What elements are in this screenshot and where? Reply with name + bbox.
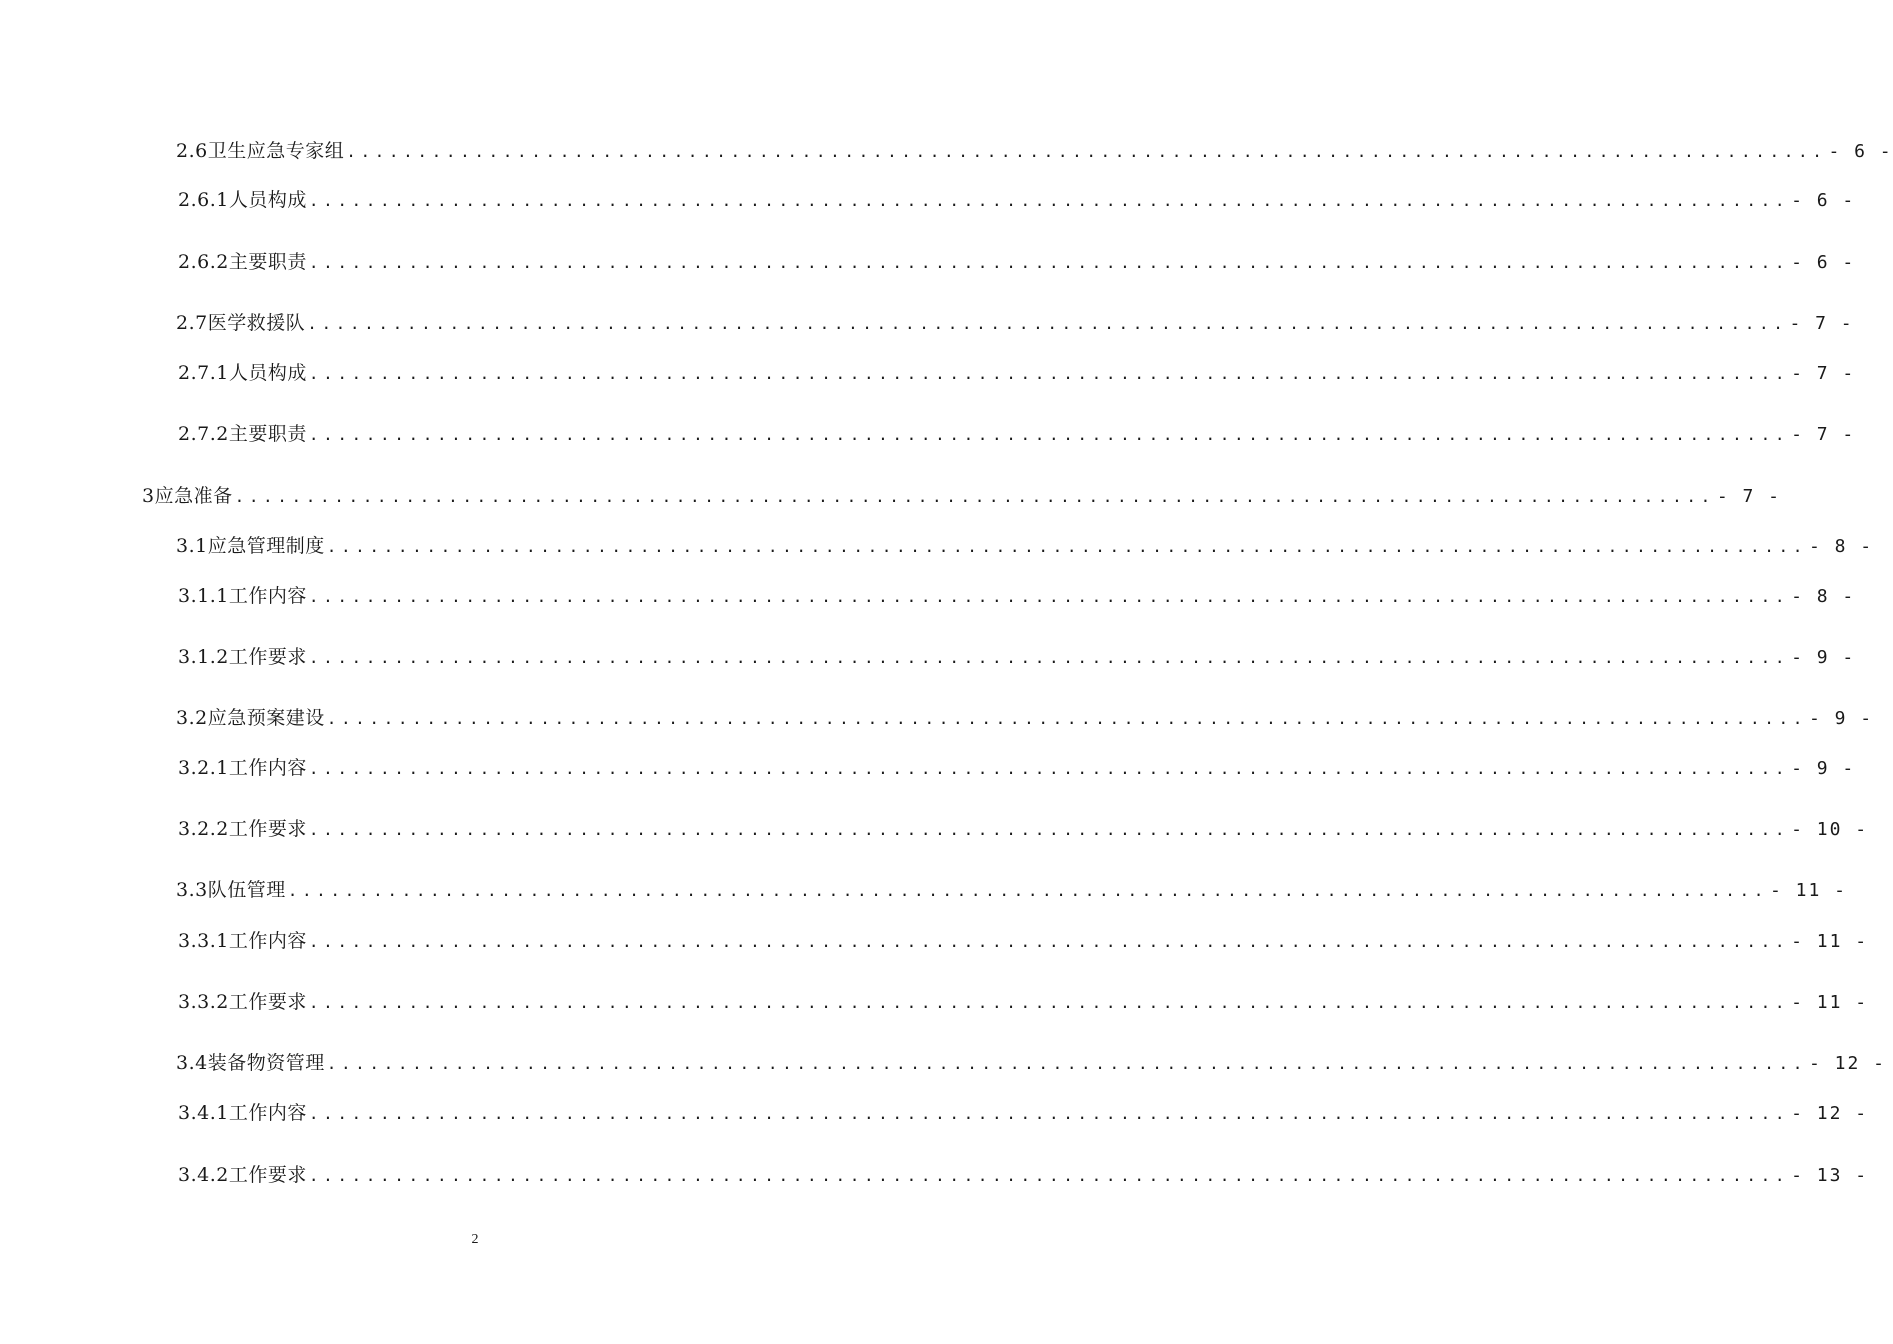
toc-dot-leader: ........................................................................................................ xyxy=(326,709,1807,728)
toc-entry[interactable] xyxy=(178,249,1856,276)
toc-dot-leader: ........................................................................................................ xyxy=(308,759,1790,778)
toc-entry-label: 3.1.2工作要求 xyxy=(178,646,307,668)
toc-entry-label: 3.1应急管理制度 xyxy=(176,535,325,557)
toc-entry-page: - 12 - xyxy=(1791,1103,1869,1124)
toc-dot-leader: ........................................................................................................ xyxy=(308,993,1790,1012)
toc-entry-label: 3.2应急预案建设 xyxy=(176,707,325,729)
toc-dot-leader: ........................................................................................................ xyxy=(308,1166,1790,1185)
toc-dot-leader: ........................................................................................................ xyxy=(307,314,1788,333)
toc-entry[interactable] xyxy=(176,138,1893,165)
toc-entry-label: 2.7医学救援队 xyxy=(176,312,306,334)
toc-entry[interactable] xyxy=(178,989,1869,1016)
toc-dot-leader: ........................................................................................................ xyxy=(308,1104,1790,1123)
toc-dot-leader: ........................................................................................................ xyxy=(308,364,1790,383)
toc-entry-page: - 7 - xyxy=(1789,313,1854,334)
toc-entry[interactable] xyxy=(176,533,1874,560)
toc-entry-page: - 12 - xyxy=(1808,1053,1886,1074)
toc-entry-page: - 6 - xyxy=(1828,141,1893,162)
toc-entry[interactable] xyxy=(178,1162,1869,1189)
toc-entry-label: 2.6卫生应急专家组 xyxy=(176,140,345,162)
toc-dot-leader: ........................................................................................................ xyxy=(234,487,1715,506)
toc-entry-label: 3.4.1工作内容 xyxy=(178,1102,307,1124)
toc-dot-leader: ........................................................................................................ xyxy=(308,820,1790,839)
toc-entry-label: 3应急准备 xyxy=(142,485,233,507)
toc-dot-leader: ........................................................................................................ xyxy=(308,425,1790,444)
toc-entry-page: - 8 - xyxy=(1791,586,1856,607)
toc-entry-label: 2.6.2主要职责 xyxy=(178,251,307,273)
toc-entry-label: 3.4装备物资管理 xyxy=(176,1052,325,1074)
toc-entry-page: - 7 - xyxy=(1791,363,1856,384)
toc-entry-page: - 13 - xyxy=(1791,1165,1869,1186)
toc-entry-page: - 8 - xyxy=(1808,536,1874,557)
toc-entry[interactable] xyxy=(178,187,1856,214)
toc-dot-leader: ........................................................................................................ xyxy=(326,1054,1807,1073)
toc-entry[interactable] xyxy=(178,583,1856,610)
toc-entry-page: - 11 - xyxy=(1769,880,1847,901)
toc-entry-label: 2.6.1人员构成 xyxy=(178,189,307,211)
toc-dot-leader: ........................................................................................................ xyxy=(308,932,1790,951)
toc-entry-page: - 6 - xyxy=(1791,190,1856,211)
toc-entry-page: - 9 - xyxy=(1808,708,1874,729)
toc-dot-leader: ........................................................................................................ xyxy=(326,537,1807,556)
toc-entry[interactable] xyxy=(178,644,1856,671)
toc-entry[interactable] xyxy=(176,705,1874,732)
toc-entry[interactable] xyxy=(176,1050,1886,1077)
toc-dot-leader: ........................................................................................................ xyxy=(287,881,1768,900)
toc-entry[interactable] xyxy=(176,310,1854,337)
toc-dot-leader: ........................................................................................................ xyxy=(308,587,1790,606)
toc-entry-page: - 9 - xyxy=(1791,758,1856,779)
toc-dot-leader: ........................................................................................................ xyxy=(308,253,1790,272)
toc-entry-label: 3.1.1工作内容 xyxy=(178,585,307,607)
toc-entry[interactable] xyxy=(178,755,1856,782)
toc-dot-leader: ........................................................................................................ xyxy=(308,191,1790,210)
toc-entry[interactable] xyxy=(178,1100,1869,1127)
toc-entry-label: 3.4.2工作要求 xyxy=(178,1164,307,1186)
toc-entry[interactable] xyxy=(142,483,1781,510)
toc-entry-page: - 7 - xyxy=(1716,486,1781,507)
toc-entry-label: 3.3队伍管理 xyxy=(176,879,286,901)
toc-entry-page: - 11 - xyxy=(1791,992,1869,1013)
toc-entry-label: 3.3.2工作要求 xyxy=(178,991,307,1013)
toc-entry[interactable] xyxy=(178,360,1856,387)
toc-entry-page: - 7 - xyxy=(1791,424,1856,445)
toc-entry-page: - 10 - xyxy=(1791,819,1869,840)
toc-entry-label: 2.7.2主要职责 xyxy=(178,423,307,445)
toc-entry-page: - 11 - xyxy=(1791,931,1869,952)
toc-entry-label: 3.3.1工作内容 xyxy=(178,930,307,952)
toc-dot-leader: ........................................................................................................ xyxy=(346,142,1827,161)
toc-entry-label: 2.7.1人员构成 xyxy=(178,362,307,384)
toc-entry-page: - 6 - xyxy=(1791,252,1856,273)
page-number: 2 xyxy=(471,1232,479,1247)
toc-dot-leader: ........................................................................................................ xyxy=(308,648,1790,667)
toc-entry-label: 3.2.2工作要求 xyxy=(178,818,307,840)
toc-entry[interactable] xyxy=(176,877,1847,904)
toc-entry[interactable] xyxy=(178,421,1856,448)
toc-entry-label: 3.2.1工作内容 xyxy=(178,757,307,779)
toc-entry[interactable] xyxy=(178,816,1869,843)
toc-entry[interactable] xyxy=(178,928,1869,955)
toc-entry-page: - 9 - xyxy=(1791,647,1856,668)
